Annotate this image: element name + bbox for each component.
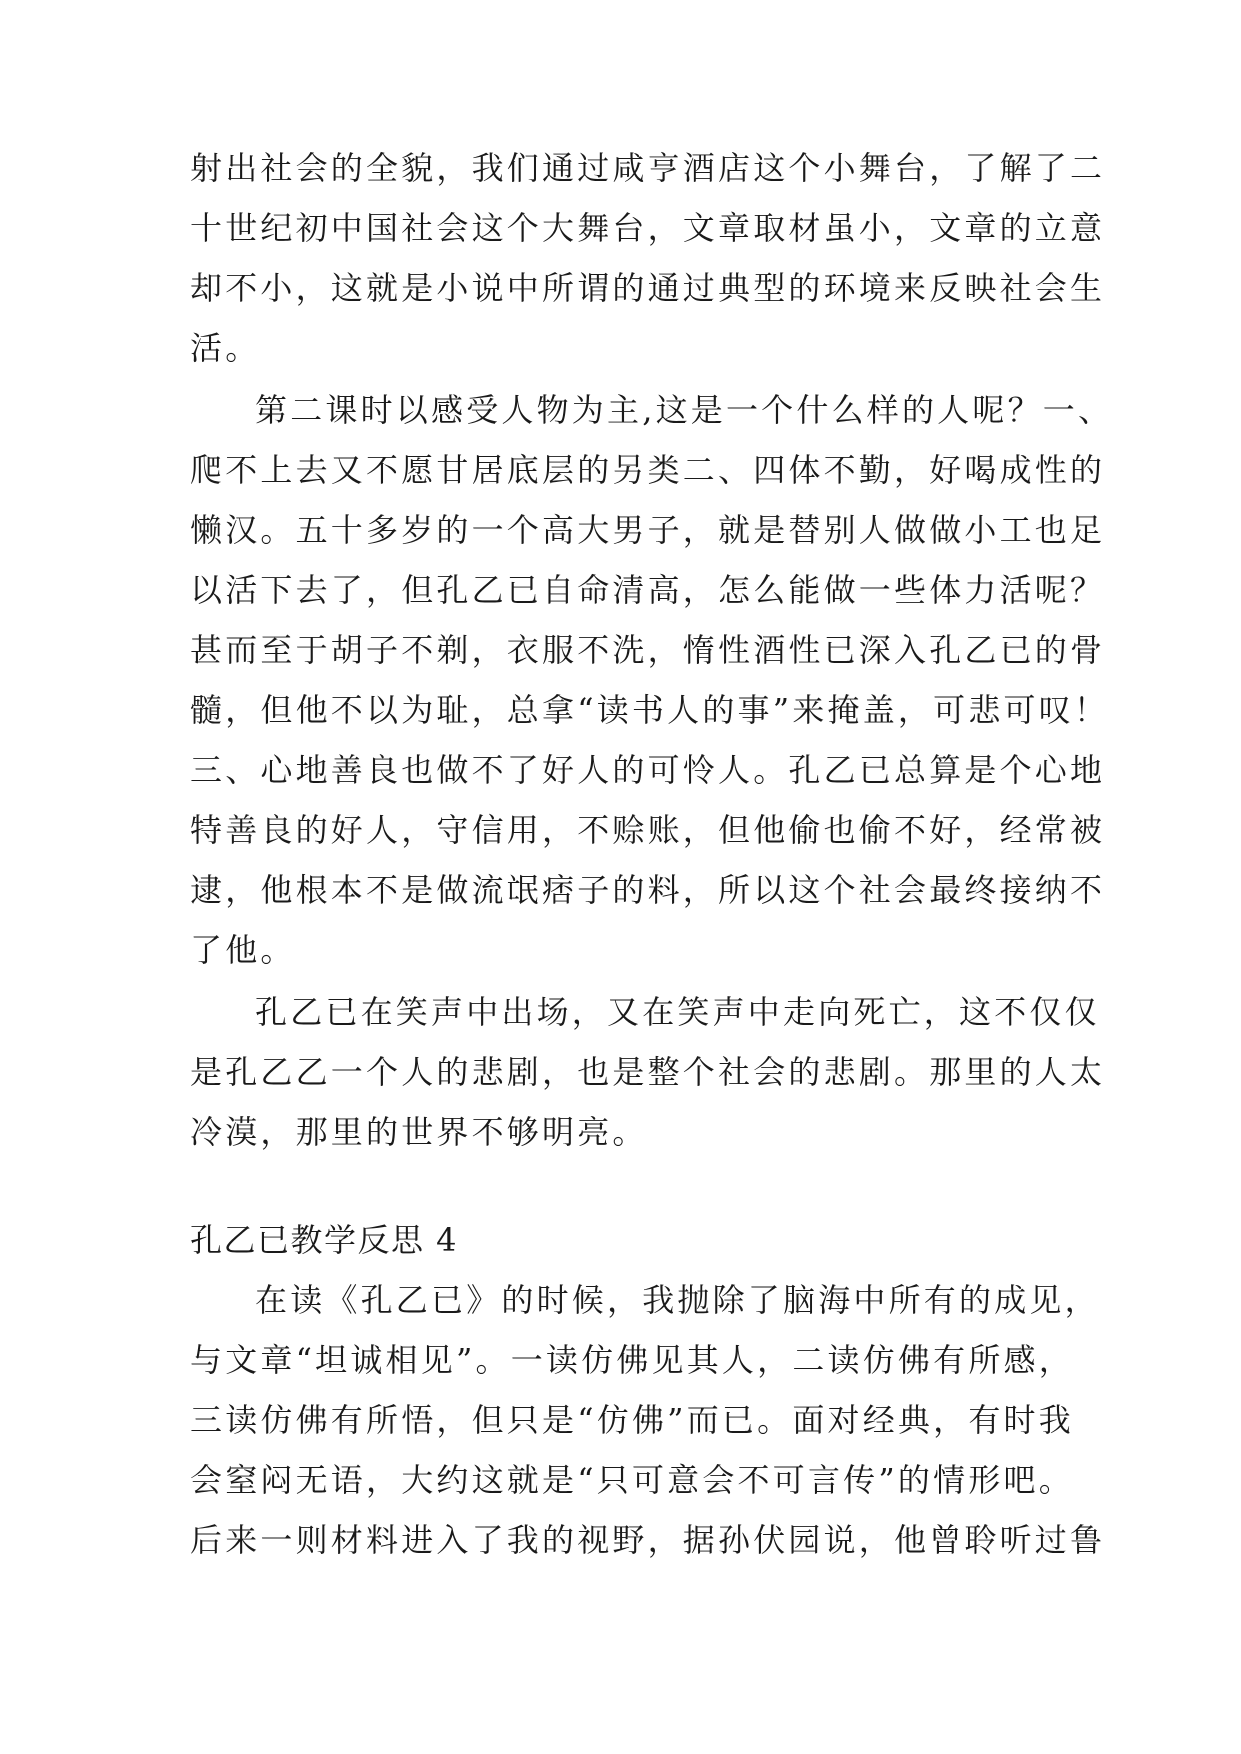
paragraph-1-line-2: 十世纪初中国社会这个大舞台，文章取材虽小，文章的立意 <box>190 209 1106 247</box>
paragraph-2-line-10: 了他。 <box>190 931 296 969</box>
paragraph-3-line-1: 孔乙已在笑声中出场，又在笑声中走向死亡，这不仅仅 <box>255 993 1100 1031</box>
paragraph-2-line-5: 甚而至于胡子不剃，衣服不洗，惰性酒性已深入孔乙已的骨 <box>190 631 1106 669</box>
paragraph-2-line-9: 逮，他根本不是做流氓痞子的料，所以这个社会最终接纳不 <box>190 871 1106 909</box>
section-heading: 孔乙已教学反思 4 <box>190 1221 459 1259</box>
paragraph-2-line-1: 第二课时以感受人物为主,这是一个什么样的人呢？一、 <box>255 391 1114 429</box>
paragraph-1-line-1: 射出社会的全貌，我们通过咸亨酒店这个小舞台，了解了二 <box>190 149 1106 187</box>
paragraph-4-line-5: 后来一则材料进入了我的视野，据孙伏园说，他曾聆听过鲁 <box>190 1521 1106 1559</box>
paragraph-4-line-4: 会窒闷无语，大约这就是“只可意会不可言传”的情形吧。 <box>190 1461 1074 1499</box>
paragraph-2-line-7: 三、心地善良也做不了好人的可怜人。孔乙已总算是个心地 <box>190 751 1106 789</box>
paragraph-2-line-8: 特善良的好人，守信用，不赊账，但他偷也偷不好，经常被 <box>190 811 1106 849</box>
paragraph-4-line-3: 三读仿佛有所悟，但只是“仿佛”而已。面对经典，有时我 <box>190 1401 1074 1439</box>
paragraph-2-line-3: 懒汉。五十多岁的一个高大男子，就是替别人做做小工也足 <box>190 511 1106 549</box>
paragraph-4-line-2: 与文章“坦诚相见”。一读仿佛见其人，二读仿佛有所感， <box>190 1341 1074 1379</box>
paragraph-3-line-3: 冷漠，那里的世界不够明亮。 <box>190 1113 648 1151</box>
paragraph-4-line-1: 在读《孔乙已》的时候，我抛除了脑海中所有的成见， <box>255 1281 1100 1319</box>
paragraph-1-line-3: 却不小，这就是小说中所谓的通过典型的环境来反映社会生 <box>190 269 1106 307</box>
paragraph-2-line-2: 爬不上去又不愿甘居底层的另类二、四体不勤，好喝成性的 <box>190 451 1106 489</box>
paragraph-2-line-6: 髓，但他不以为耻，总拿“读书人的事”来掩盖，可悲可叹！ <box>190 691 1110 729</box>
paragraph-1-line-4: 活。 <box>190 329 261 367</box>
paragraph-3-line-2: 是孔乙乙一个人的悲剧，也是整个社会的悲剧。那里的人太 <box>190 1053 1106 1091</box>
paragraph-2-line-4: 以活下去了，但孔乙已自命清高，怎么能做一些体力活呢？ <box>190 571 1106 609</box>
